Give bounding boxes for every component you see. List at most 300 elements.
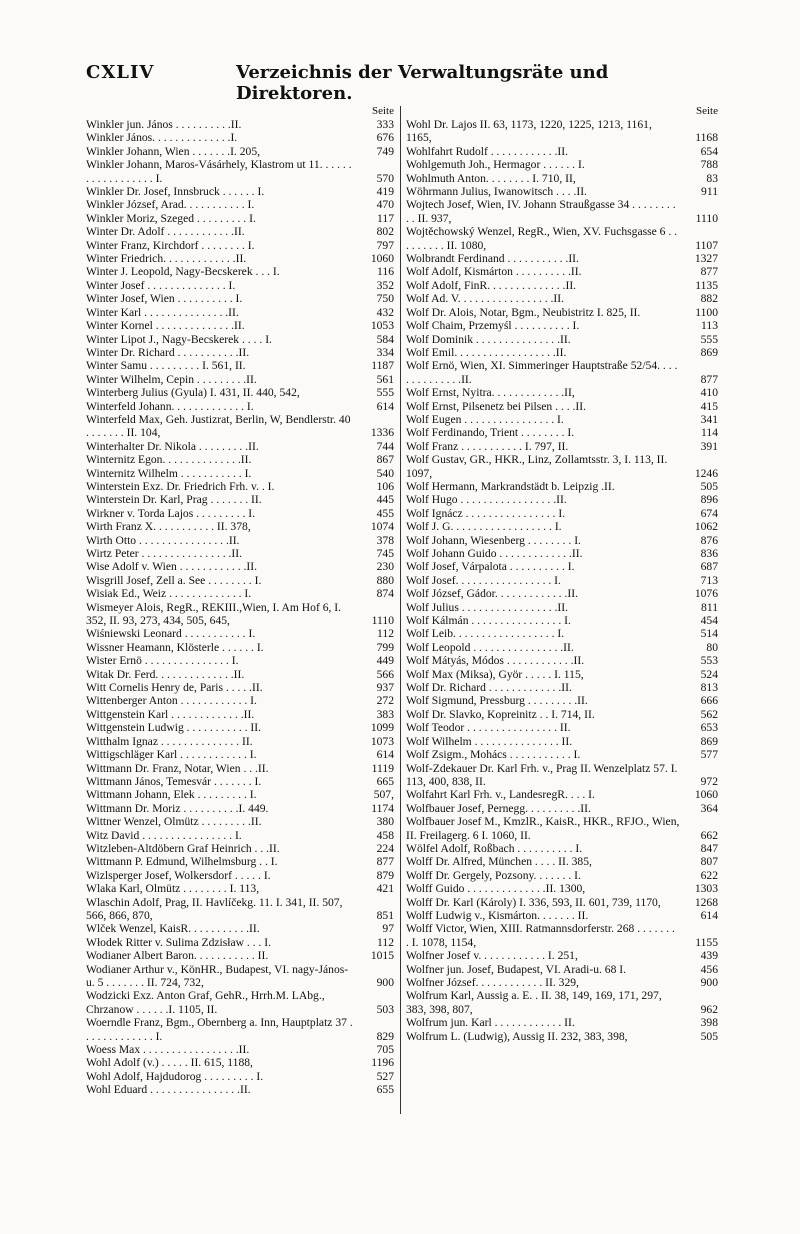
entry-page: 577	[700, 748, 718, 762]
index-entry	[406, 976, 718, 989]
entry-page: 937	[376, 681, 394, 695]
entry-page: 911	[701, 185, 718, 199]
index-entry	[406, 788, 718, 801]
entry-text: Wolf József, Gádor. . . . . . . . . . . . .II.	[406, 587, 578, 601]
entry-text: Winter Josef, Wien . . . . . . . . . . I.	[86, 292, 243, 306]
entry-page: 1155	[695, 935, 718, 949]
entry-page: 972	[700, 774, 718, 788]
entry-page: 797	[376, 238, 394, 252]
index-entry	[86, 225, 394, 238]
entry-page: 380	[376, 815, 394, 829]
index-entry	[406, 252, 718, 265]
entry-text: Wolf Sigmund, Pressburg . . . . . . . . .II.	[406, 694, 588, 708]
entry-page: 503	[376, 1002, 394, 1016]
entry-text: Winter Dr. Richard . . . . . . . . . . .II.	[86, 345, 250, 359]
entry-page: 745	[376, 547, 394, 560]
index-entry	[86, 1083, 394, 1096]
entry-text: Winter Karl . . . . . . . . . . . . . . .II.	[86, 305, 239, 319]
entry-text: Wolf Johann, Wiesenberg . . . . . . . . I.	[406, 533, 581, 547]
entry-text: Wolf Dominik . . . . . . . . . . . . . . .II.	[406, 332, 571, 346]
index-entry	[86, 775, 394, 788]
entry-text: Witthalm Ignaz . . . . . . . . . . . . . . II.	[86, 734, 253, 748]
entry-text: Wolfrum Karl, Aussig a. E. . II. 38, 149, 169, 171, 297, 383, 398, 807,	[406, 989, 662, 1016]
index-entry	[86, 802, 394, 815]
entry-page: 1074	[370, 520, 394, 534]
entry-text: Wolfner jun. Josef, Budapest, VI. Aradi-u. 68 I.	[406, 962, 627, 976]
entry-text: Wolfner Josef v. . . . . . . . . . . . I. 251,	[406, 949, 578, 963]
entry-text: Wolf Max (Miksa), Györ . . . . . I. 115,	[406, 667, 584, 681]
entry-text: Włodek Ritter v. Sulima Zdzisław . . . I.	[86, 935, 272, 949]
entry-text: Woerndle Franz, Bgm., Obernberg a. Inn, Hauptplatz 37 . . . . . . . . . . . . . I.	[86, 1016, 353, 1043]
entry-page: 1107	[695, 238, 718, 252]
index-entry	[86, 534, 394, 547]
index-entry	[406, 480, 718, 493]
entry-page: 802	[376, 225, 394, 239]
entry-text: Winkler jun. János . . . . . . . . . .II.	[86, 118, 242, 131]
index-entry	[406, 882, 718, 895]
index-entry	[406, 493, 718, 506]
entry-page: 666	[700, 694, 718, 708]
index-entry	[86, 762, 394, 775]
entry-text: Wojtech Josef, Wien, IV. Johann Straußgasse 34 . . . . . . . . . . II. 937,	[406, 198, 676, 225]
index-entry	[86, 440, 394, 453]
entry-text: Wohl Dr. Lajos II. 63, 1173, 1220, 1225, 1213, 1161, 1165,	[406, 118, 652, 145]
entry-text: Winter Franz, Kirchdorf . . . . . . . . I.	[86, 238, 255, 252]
index-entry	[86, 292, 394, 305]
entry-text: Wittmann Dr. Franz, Notar, Wien . . .II.	[86, 761, 269, 775]
entry-text: Wolf Hugo . . . . . . . . . . . . . . . . .II.	[406, 493, 567, 507]
entry-text: Wolf Johann Guido . . . . . . . . . . . . .II.	[406, 547, 583, 560]
entry-page: 836	[700, 547, 718, 560]
entry-page: 562	[700, 707, 718, 721]
entry-text: Wolf Ad. V. . . . . . . . . . . . . . . . .II.	[406, 292, 565, 306]
entry-text: Wohlgemuth Joh., Hermagor . . . . . . I.	[406, 158, 585, 172]
entry-text: Wolf J. G. . . . . . . . . . . . . . . . . . I.	[406, 520, 562, 534]
entry-text: Wirth Otto . . . . . . . . . . . . . . . .II.	[86, 533, 240, 547]
index-entry	[86, 681, 394, 694]
entry-page: 106	[376, 479, 394, 493]
entry-page: 1135	[695, 278, 718, 292]
entry-page: 230	[376, 560, 394, 574]
index-entry	[406, 118, 718, 145]
entry-page: 662	[700, 828, 718, 842]
entry-text: Wohlfahrt Rudolf . . . . . . . . . . . .II.	[406, 144, 569, 158]
entry-page: 1060	[694, 788, 718, 802]
entry-text: Wodianer Arthur v., KönHR., Budapest, VI. nagy-János-u. 5 . . . . . . . II. 724, 732,	[86, 962, 349, 989]
entry-page: 514	[700, 627, 718, 641]
index-entry	[86, 400, 394, 413]
index-entry	[86, 185, 394, 198]
entry-page: 1246	[694, 466, 718, 480]
index-entry	[406, 386, 718, 399]
entry-text: Wolfahrt Karl Frh. v., LandesregR. . . . I.	[406, 788, 595, 802]
entry-page: 1327	[694, 252, 718, 266]
entry-text: Wolff Victor, Wien, XIII. Ratmannsdorferstr. 268 . . . . . . . . I. 1078, 1154,	[406, 922, 675, 949]
index-entry	[86, 493, 394, 506]
seite-label: Seite	[372, 105, 394, 117]
entry-text: Wizlsperger Josef, Wolkersdorf . . . . . I.	[86, 868, 271, 882]
index-entry	[406, 560, 718, 573]
entry-page: 962	[700, 1002, 718, 1016]
index-entry	[86, 1016, 394, 1043]
index-entry	[406, 185, 718, 198]
index-entry	[86, 654, 394, 667]
entry-text: Witt Cornelis Henry de, Paris . . . . .II.	[86, 681, 263, 695]
entry-text: Wodianer Albert Baron. . . . . . . . . . . II.	[86, 949, 269, 963]
index-entry	[86, 694, 394, 707]
entry-page: 391	[700, 439, 718, 453]
entry-page: 614	[376, 399, 394, 413]
entry-text: Winterhalter Dr. Nikola . . . . . . . . .II.	[86, 439, 259, 453]
entry-text: Wodzicki Exz. Anton Graf, GehR., Hrrh.M. LAbg., Chrzanow . . . . . .I. 1105, II.	[86, 989, 325, 1016]
index-entry	[86, 882, 394, 895]
entry-text: Wolf Franz . . . . . . . . . . . I. 797, II.	[406, 439, 569, 453]
index-entry	[406, 265, 718, 278]
entry-text: Wolf Dr. Slavko, Kopreinitz . . I. 714, II.	[406, 707, 595, 721]
index-entry	[406, 507, 718, 520]
entry-page: 97	[382, 922, 394, 936]
entry-text: Wolff Dr. Karl (Károly) I. 336, 593, II. 601, 739, 1170,	[406, 895, 661, 909]
index-entry	[86, 896, 394, 923]
index-entry	[86, 1056, 394, 1069]
index-entry	[406, 225, 718, 252]
index-entry	[86, 735, 394, 748]
index-entry	[86, 279, 394, 292]
index-entry	[86, 319, 394, 332]
index-entry	[406, 909, 718, 922]
entry-page: 876	[700, 533, 718, 547]
entry-page: 383	[376, 707, 394, 721]
entry-text: Wolfbauer Josef M., KmzlR., KaisR., HKR., RFJO., Wien, II. Freilagerg. 6 I. 1060, II.	[406, 815, 680, 842]
entry-page: 749	[376, 144, 394, 158]
index-entry	[406, 292, 718, 305]
index-entry	[86, 788, 394, 801]
entry-page: 851	[376, 908, 394, 922]
index-entry	[406, 869, 718, 882]
index-entry	[86, 212, 394, 225]
index-entry	[86, 815, 394, 828]
entry-text: Winterfeld Max, Geh. Justizrat, Berlin, W, Bendlerstr. 40 . . . . . . . II. 104,	[86, 412, 351, 440]
index-entry	[406, 896, 718, 909]
entry-text: Winter J. Leopold, Nagy-Becskerek . . . I.	[86, 265, 280, 279]
entry-text: Wolf Chaim, Przemyśl . . . . . . . . . . I.	[406, 319, 580, 333]
entry-text: Wisiak Ed., Weiz . . . . . . . . . . . . . I.	[86, 587, 252, 601]
entry-text: Witz David . . . . . . . . . . . . . . . . I.	[86, 828, 242, 842]
entry-page: 654	[700, 144, 718, 158]
index-entry	[86, 373, 394, 386]
left-column	[86, 104, 394, 1097]
entry-page: 900	[700, 976, 718, 989]
entry-text: Wittigschläger Karl . . . . . . . . . . . . I.	[86, 748, 257, 762]
index-entry	[406, 641, 718, 654]
entry-text: Winter Dr. Adolf . . . . . . . . . . . .II.	[86, 225, 245, 239]
index-entry	[86, 1043, 394, 1056]
index-entry	[406, 306, 718, 319]
entry-text: Wittmann János, Temesvár . . . . . . . I.	[86, 774, 262, 788]
entry-text: Wolfrum L. (Ludwig), Aussig II. 232, 383, 398,	[406, 1029, 628, 1043]
entry-text: Wöhrmann Julius, Iwanowitsch . . . .II.	[406, 185, 587, 199]
entry-page: 713	[700, 573, 718, 587]
index-entry	[406, 158, 718, 171]
entry-page: 1187	[371, 359, 394, 373]
entry-page: 807	[700, 855, 718, 869]
entry-text: Wolf Dr. Alois, Notar, Bgm., Neubistritz I. 825, II.	[406, 305, 641, 319]
entry-page: 80	[706, 640, 718, 654]
index-entry	[406, 359, 718, 386]
entry-page: 507,	[373, 788, 394, 802]
entry-page: 1099	[370, 721, 394, 735]
index-entry	[86, 627, 394, 640]
index-entry	[86, 118, 394, 131]
entry-page: 655	[376, 1083, 394, 1097]
entry-text: Wolf Josef. . . . . . . . . . . . . . . . . I.	[406, 573, 561, 587]
entry-text: Wohlmuth Anton. . . . . . . . I. 710, II,	[406, 171, 576, 185]
entry-page: 421	[376, 882, 394, 896]
entry-text: Winter Friedrich. . . . . . . . . . . . .II.	[86, 252, 247, 266]
index-entry	[86, 989, 394, 1016]
entry-page: 622	[700, 868, 718, 882]
entry-text: Winter Wilhelm, Cepin . . . . . . . . .II.	[86, 372, 257, 386]
entry-page: 847	[700, 841, 718, 855]
entry-page: 1303	[694, 882, 718, 896]
entry-text: Wolfbauer Josef, Pernegg. . . . . . . . . .II.	[406, 801, 591, 815]
entry-page: 665	[376, 774, 394, 788]
entry-page: 112	[377, 935, 394, 949]
entry-page: 1053	[370, 319, 394, 333]
entry-page: 614	[700, 908, 718, 922]
entry-page: 116	[377, 265, 394, 279]
index-entry	[86, 668, 394, 681]
entry-page: 879	[376, 868, 394, 882]
index-entry	[86, 547, 394, 560]
entry-text: Wolf Julius . . . . . . . . . . . . . . . . .II.	[406, 600, 569, 614]
index-entry	[406, 922, 718, 949]
column-divider	[400, 106, 401, 1114]
entry-text: Winkler Moriz, Szeged . . . . . . . . . I.	[86, 211, 256, 225]
entry-page: 788	[700, 158, 718, 172]
index-entry	[86, 748, 394, 761]
entry-page: 813	[700, 681, 718, 695]
entry-page: 1076	[694, 587, 718, 601]
index-entry	[406, 1030, 718, 1043]
entry-page: 415	[700, 399, 718, 413]
index-entry	[406, 198, 718, 225]
entry-text: Wolf Zsigm., Mohács . . . . . . . . . . . I.	[406, 748, 581, 762]
entry-text: Wolf Leopold . . . . . . . . . . . . . . . .II.	[406, 640, 574, 654]
entry-text: Witak Dr. Ferd. . . . . . . . . . . . . .II.	[86, 667, 245, 681]
entry-page: 454	[700, 614, 718, 628]
index-entry	[86, 587, 394, 600]
entry-page: 410	[700, 386, 718, 400]
entry-text: Winterstein Dr. Karl, Prag . . . . . . . II.	[86, 493, 262, 507]
entry-page: 674	[700, 506, 718, 520]
entry-page: 687	[700, 560, 718, 574]
page-number: CXLIV	[86, 62, 155, 83]
index-entry	[406, 654, 718, 667]
index-entry	[406, 574, 718, 587]
entry-text: Wolf Ernö, Wien, XI. Simmeringer Hauptstraße 52/54. . . . . . . . . . . . . .II.	[406, 359, 678, 386]
index-entry	[406, 587, 718, 600]
entry-page: 880	[376, 573, 394, 587]
entry-page: 456	[700, 962, 718, 976]
index-entry	[86, 507, 394, 520]
index-entry	[86, 574, 394, 587]
index-entry	[406, 762, 718, 789]
entry-page: 799	[376, 640, 394, 654]
index-entry	[406, 534, 718, 547]
entry-page: 1268	[694, 895, 718, 909]
entry-page: 449	[376, 654, 394, 668]
index-entry	[406, 145, 718, 158]
entry-text: Wolf Emil. . . . . . . . . . . . . . . . . .II.	[406, 345, 567, 359]
index-entry	[86, 265, 394, 278]
entry-page: 83	[706, 171, 718, 185]
index-entry	[86, 560, 394, 573]
entry-text: Wolf Adolf, Kismárton . . . . . . . . . .II.	[406, 265, 582, 279]
entry-page: 1110	[371, 614, 394, 628]
index-entry	[406, 614, 718, 627]
entry-text: Wolfrum jun. Karl . . . . . . . . . . . . II.	[406, 1016, 575, 1030]
entry-page: 458	[376, 828, 394, 842]
index-entry	[406, 601, 718, 614]
entry-text: Wolf Ferdinando, Trient . . . . . . . . I.	[406, 426, 575, 440]
entry-text: Winternitz Egon. . . . . . . . . . . . . .II.	[86, 453, 252, 467]
entry-text: Witzleben-Altdöbern Graf Heinrich . . .II.	[86, 841, 280, 855]
index-entry	[86, 842, 394, 855]
entry-text: Winter Kornel . . . . . . . . . . . . . .II.	[86, 319, 245, 333]
index-entry	[406, 694, 718, 707]
entry-text: Wister Ernö . . . . . . . . . . . . . . . I.	[86, 654, 239, 668]
index-entry	[406, 802, 718, 815]
entry-page: 867	[376, 453, 394, 467]
entry-text: Wolfner József. . . . . . . . . . . . II. 329,	[406, 976, 579, 989]
entry-page: 1168	[695, 131, 718, 145]
entry-page: 566	[376, 667, 394, 681]
index-entry	[406, 333, 718, 346]
index-entry	[406, 627, 718, 640]
index-entry	[406, 426, 718, 439]
entry-page: 584	[376, 332, 394, 346]
entry-page: 419	[376, 185, 394, 199]
index-entry	[406, 681, 718, 694]
index-entry	[406, 668, 718, 681]
index-entry	[406, 708, 718, 721]
entry-page: 900	[376, 976, 394, 989]
index-entry	[406, 748, 718, 761]
entry-page: 744	[376, 439, 394, 453]
entry-text: Winkler János. . . . . . . . . . . . . .I.	[86, 131, 238, 145]
entry-page: 1110	[695, 211, 718, 225]
index-entry	[406, 400, 718, 413]
entry-text: Wittner Wenzel, Olmütz . . . . . . . . .II.	[86, 815, 262, 829]
entry-page: 570	[376, 171, 394, 185]
entry-text: Wolf Ignácz . . . . . . . . . . . . . . . . I.	[406, 506, 566, 520]
entry-page: 653	[700, 721, 718, 735]
index-entry	[86, 721, 394, 734]
entry-text: Wolff Ludwig v., Kismárton. . . . . . . II.	[406, 908, 589, 922]
entry-page: 553	[700, 654, 718, 668]
entry-page: 341	[700, 412, 718, 426]
entry-page: 224	[376, 841, 394, 855]
entry-text: Wolff Dr. Alfred, München . . . . II. 385,	[406, 855, 592, 869]
entry-text: Wolf Josef, Várpalota . . . . . . . . . . I.	[406, 560, 575, 574]
right-column	[406, 104, 718, 1043]
index-entry	[86, 829, 394, 842]
entry-page: 676	[376, 131, 394, 145]
entry-page: 869	[700, 345, 718, 359]
entry-page: 398	[700, 1016, 718, 1030]
index-entry	[406, 815, 718, 842]
index-entry	[86, 198, 394, 211]
entry-page: 705	[376, 1043, 394, 1057]
entry-page: 750	[376, 292, 394, 306]
entry-text: Wolf Dr. Richard . . . . . . . . . . . . .II.	[406, 681, 572, 695]
index-entry	[406, 855, 718, 868]
index-entry	[86, 949, 394, 962]
entry-text: Wolf Gustav, GR., HKR., Linz, Zollamtsstr. 3, I. 113, II. 1097,	[406, 453, 668, 480]
entry-page: 1015	[370, 949, 394, 963]
index-entry	[86, 708, 394, 721]
entry-page: 352	[376, 278, 394, 292]
entry-text: Wittmann Dr. Moriz . . . . . . . . . .I. 449.	[86, 801, 269, 815]
entry-text: Wolff Dr. Gergely, Pozsony. . . . . . . I.	[406, 868, 581, 882]
entry-text: Wolf Adolf, FinR. . . . . . . . . . . . . .II.	[406, 278, 577, 292]
entry-text: Winterstein Exz. Dr. Friedrich Frh. v. . I.	[86, 479, 275, 493]
index-entry	[86, 467, 394, 480]
index-entry	[406, 172, 718, 185]
entry-page: 334	[376, 345, 394, 359]
entry-page: 1196	[371, 1056, 394, 1070]
entry-page: 829	[376, 1029, 394, 1043]
entry-text: Wolf Wilhelm . . . . . . . . . . . . . . . II.	[406, 734, 573, 748]
entry-text: Wolf Mátyás, Módos . . . . . . . . . . . .II.	[406, 654, 585, 668]
entry-page: 432	[376, 305, 394, 319]
index-entry	[406, 453, 718, 480]
index-entry	[86, 413, 394, 440]
entry-text: Wolf-Zdekauer Dr. Karl Frh. v., Prag II. Wenzelplatz 57. I. 113, 400, 838, II.	[406, 761, 678, 788]
entry-text: Wisgrill Josef, Zell a. See . . . . . . . . I.	[86, 573, 262, 587]
entry-text: Wissner Heamann, Klösterle . . . . . . I.	[86, 640, 264, 654]
entry-page: 882	[700, 292, 718, 306]
entry-page: 1119	[371, 761, 394, 775]
index-entry	[406, 319, 718, 332]
entry-text: Winkler Dr. Josef, Innsbruck . . . . . . I.	[86, 185, 265, 199]
entry-page: 505	[700, 479, 718, 493]
entry-text: Wolbrandt Ferdinand . . . . . . . . . . .II.	[406, 252, 579, 266]
entry-page: 114	[701, 426, 718, 440]
entry-text: Wittgenstein Karl . . . . . . . . . . . . .II.	[86, 707, 255, 721]
entry-text: Wölfel Adolf, Roßbach . . . . . . . . . . I.	[406, 841, 583, 855]
entry-page: 877	[376, 855, 394, 869]
index-entry	[86, 520, 394, 533]
entry-text: Wismeyer Alois, RegR., REKIII.,Wien, I. Am Hof 6, I. 352, II. 93, 273, 434, 505, 645,	[86, 600, 342, 628]
entry-page: 1336	[370, 426, 394, 440]
index-entry	[406, 413, 718, 426]
entry-text: Wlček Wenzel, KaisR. . . . . . . . . . .II.	[86, 922, 260, 936]
entry-text: Wolff Guido . . . . . . . . . . . . . .II. 1300,	[406, 882, 586, 896]
entry-text: Winkler József, Arad. . . . . . . . . . . I.	[86, 198, 255, 212]
seite-label: Seite	[696, 105, 718, 117]
entry-text: Wirkner v. Torda Lajos . . . . . . . . . I.	[86, 506, 256, 520]
entry-page: 333	[376, 118, 394, 131]
index-entry	[406, 520, 718, 533]
entry-text: Wittenberger Anton . . . . . . . . . . . . I.	[86, 694, 257, 708]
index-entry	[86, 359, 394, 372]
index-entry	[86, 601, 394, 628]
entry-text: Winterfeld Johann. . . . . . . . . . . . . I.	[86, 399, 254, 413]
entry-page: 896	[700, 493, 718, 507]
page-header	[86, 62, 726, 104]
